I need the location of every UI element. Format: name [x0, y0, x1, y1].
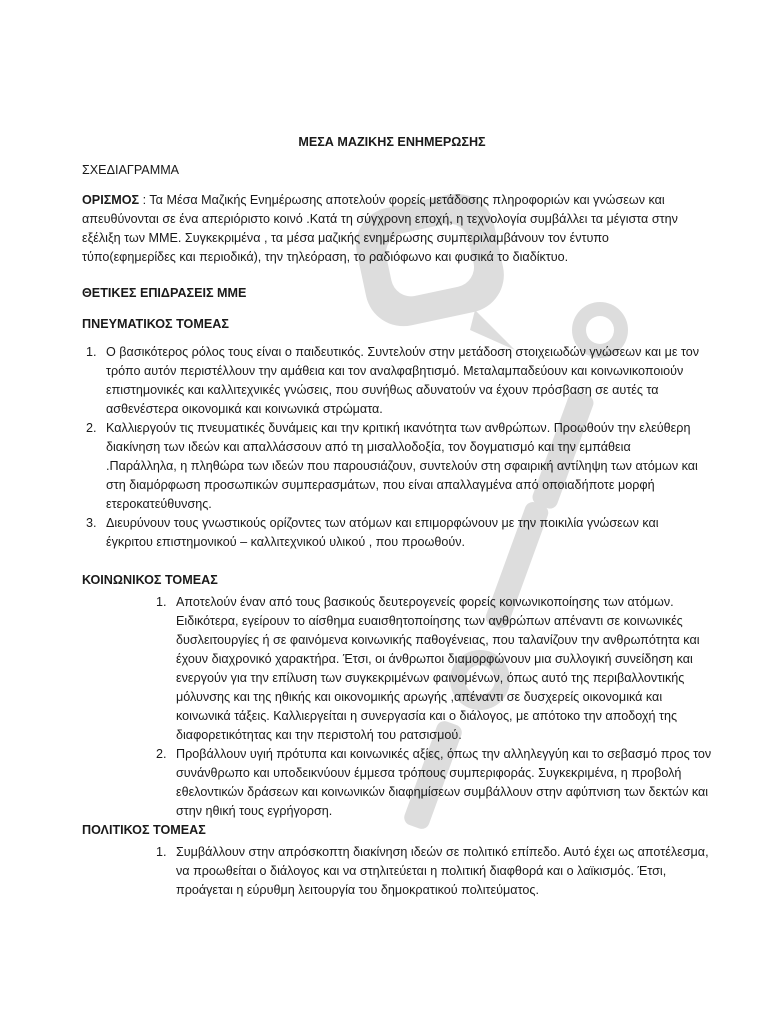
political-list	[156, 843, 716, 900]
list-item	[86, 343, 700, 419]
definition-text: : Τα Μέσα Μαζικής Ενημέρωσης αποτελούν φορείς μετάδοσης πληροφοριών και γνώσεων και απευθύνονται σε ένα απεριόριστο κοινό .Κατά τη σύγχρονη εποχή, η τεχνολογία συμβάλλει τα μέγιστα στην εξέλιξη των ΜΜΕ. Συγκεκριμένα , τα μέσα μαζικής ενημέρωσης συμπεριλαμβάνουν τον έντυπο τύπο(εφημερίδες και περιοδικά), την τηλεόραση, το ραδιόφωνο και φυσικά το διαδίκτυο.	[82, 193, 678, 264]
list-item	[156, 745, 716, 821]
item-number: 1.	[156, 845, 167, 859]
item-text: Διευρύνουν τους γνωστικούς ορίζοντες των ατόμων και επιμορφώνουν με την ποικιλία γνώσεων και έγκριτου επιστημονικού – καλλιτεχνικού υλικού , που προωθούν.	[106, 516, 659, 549]
item-text: Καλλιεργούν τις πνευματικές δυνάμεις και την κριτική ικανότητα των ανθρώπων. Προωθούν την ελεύθερη διακίνηση των ιδεών και απαλλάσσουν από τη μισαλλοδοξία, τον δογματισμό και την εμπάθεια .Παράλληλα, η πληθώρα των ιδεών που παρουσιάζουν, συντελούν στη σφαιρική αντίληψη των ατόμων και στη διαμόρφωση προσωπικών συμπερασμάτων, που είναι απαλλαγμένα από οποιαδήποτε μορφή ετεροκατεύθυνσης.	[106, 421, 698, 511]
list-item	[156, 593, 716, 745]
item-number: 1.	[156, 595, 167, 609]
document-title: ΜΕΣΑ ΜΑΖΙΚΗΣ ΕΝΗΜΕΡΩΣΗΣ	[298, 135, 486, 149]
section-heading-political: ΠΟΛΙΤΙΚΟΣ ΤΟΜΕΑΣ	[82, 823, 206, 837]
item-text: Αποτελούν έναν από τους βασικούς δευτερογενείς φορείς κοινωνικοποίησης των ατόμων. Ειδικότερα, εγείρουν το αίσθημα ευαισθητοποίησης των ανθρώπων απέναντι σε κοινωνικές δυσλειτουργίες ή σε φαινόμενα κοινωνικής παθογένειας, που ταλανίζουν την ανθρωπότητα και έχουν διαχρονικό χαρακτήρα. Έτσι, οι άνθρωποι διαμορφώνουν μια συλλογική συνείδηση και ενεργούν για την επίλυση των συγκεκριμένων φαινομένων, όπως αυτό της περιβαλλοντικής μόλυνσης και της ηθικής και οικονομικής αρωγής ,απέναντι σε δυσχερείς οικονομικά και κοινωνικά τάξεις. Καλλιεργείται η συνεργασία και ο διάλογος, με απότοκο την αποδοχή της διαφορετικότητας και την περιστολή του ρατσισμού.	[176, 595, 700, 742]
item-number: 2.	[86, 421, 97, 435]
outline-label: ΣΧΕΔΙΑΓΡΑΜΜΑ	[82, 163, 180, 177]
item-number: 2.	[156, 747, 167, 761]
list-item	[86, 419, 700, 514]
item-text: Προβάλλουν υγιή πρότυπα και κοινωνικές αξίες, όπως την αλληλεγγύη και το σεβασμό προς τον συνάνθρωπο και υποδεικνύουν έμμεσα τρόπους συμπεριφοράς. Συγκεκριμένα, η προβολή εθελοντικών δράσεων και κοινωνικών διαφημίσεων συμβάλλουν στην αφύπνιση των δεκτών και στην ηθική τους εγρήγορση.	[176, 747, 712, 818]
positive-effects-heading: ΘΕΤΙΚΕΣ ΕΠΙΔΡΑΣΕΙΣ ΜΜΕ	[82, 286, 247, 300]
definition-term: ΟΡΙΣΜΟΣ	[82, 193, 140, 207]
item-number: 1.	[86, 345, 97, 359]
list-item	[86, 514, 700, 552]
item-number: 3.	[86, 516, 97, 530]
social-list	[156, 593, 716, 821]
definition-paragraph	[82, 191, 702, 267]
item-text: Συμβάλλουν στην απρόσκοπτη διακίνηση ιδεών σε πολιτικό επίπεδο. Αυτό έχει ως αποτέλεσμα, να προωθείται ο διάλογος και να στηλιτεύεται η πολιτική διαφθορά και ο λαϊκισμός. Έτσι, προάγεται η εύρυθμη λειτουργία του δημοκρατικού πολιτεύματος.	[176, 845, 709, 897]
list-item	[156, 843, 716, 900]
item-text: Ο βασικότερος ρόλος τους είναι ο παιδευτικός. Συντελούν στην μετάδοση στοιχειωδών γνώσεων και με τον τρόπο αυτόν περιστέλλουν την αμάθεια και τον αναλφαβητισμό. Μεταλαμπαδεύουν και κοινωνικοποιούν επιστημονικές και καλλιτεχνικές γνώσεις, που συνήθως αδυνατούν να έχουν πρόσβαση σε αυτές τα ασθενέστερα οικονομικά και κοινωνικά στρώματα.	[106, 345, 700, 416]
section-heading-intellectual: ΠΝΕΥΜΑΤΙΚΟΣ ΤΟΜΕΑΣ	[82, 317, 229, 331]
intellectual-list	[86, 343, 700, 552]
section-heading-social: ΚΟΙΝΩΝΙΚΟΣ ΤΟΜΕΑΣ	[82, 573, 218, 587]
